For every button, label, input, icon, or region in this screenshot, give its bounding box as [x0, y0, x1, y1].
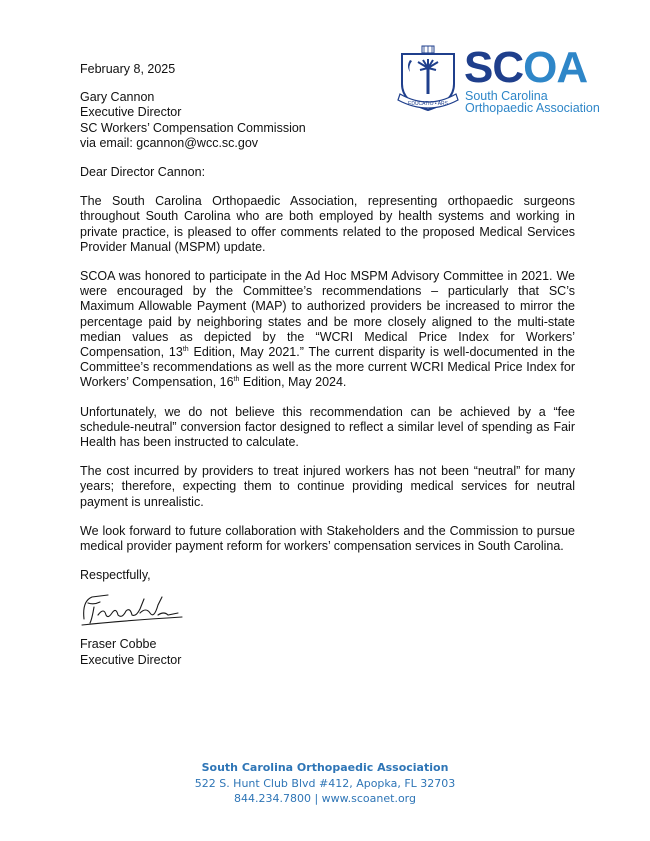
paragraph-2-part-c: Edition, May 2024. [239, 375, 347, 390]
signer-name: Fraser Cobbe [80, 637, 157, 652]
paragraph-2 [80, 269, 575, 391]
footer-org-name: South Carolina Orthopaedic Association [201, 761, 449, 774]
closing: Respectfully, [80, 568, 151, 583]
superscript-th-1: th [182, 345, 189, 353]
logo-name-line2: Orthopaedic Association [465, 101, 600, 115]
paragraph-2-part-b: Edition, May 2021.” The current disparity is well-documented in the Committee’s recommendations as well as the more current WCRI Medical Price Index for Workers’ Compensation, 16 [80, 345, 576, 390]
footer-contact: 844.234.7800 | www.scoanet.org [234, 792, 416, 805]
footer-address: 522 S. Hunt Club Blvd #412, Apopka, FL 32703 [194, 776, 456, 790]
recipient-email: via email: gcannon@wcc.sc.gov [80, 135, 259, 150]
paragraph-4: The cost incurred by providers to treat injured workers has not been “neutral” for many years; therefore, expecting them to continue providing medical services for neutral payment is unrealistic. [80, 464, 575, 509]
paragraph-1: The South Carolina Orthopaedic Association, representing orthopaedic surgeons throughout South Carolina who are both employed by health systems and working in private practice, is pleased to offer comments related to the proposed Medical Services Provider Manual (MSPM) update. [80, 194, 575, 254]
letter-body [80, 62, 575, 668]
superscript-th-2: th [233, 376, 240, 384]
recipient-name: Gary Cannon [80, 90, 155, 105]
signature-image [78, 589, 188, 629]
paragraph-2-part-a: SCOA was honored to participate in the Ad Hoc MSPM Advisory Committee in 2021. We were encouraged by the Committee’s recommendations – particularly that SC’s Maximum Allowable Payment (MAP) to authorized providers be increased to mirror the percentage paid by neighboring states and be more closely aligned to the multi-state median values as depicted by the “WCRI Medical Price Index for Workers’ Compensation, 13 [80, 269, 575, 360]
recipient-title: Executive Director [80, 105, 182, 120]
salutation: Dear Director Cannon: [80, 165, 206, 180]
logo-name-line1: South Carolina [465, 89, 548, 103]
logo-oa: OA [523, 43, 588, 92]
paragraph-5: We look forward to future collaboration with Stakeholders and the Commission to pursue medical provider payment reform for workers’ compensation services in South Carolina. [80, 523, 575, 554]
logo-sc: SC [464, 43, 524, 92]
recipient-org: SC Workers’ Compensation Commission [80, 120, 306, 135]
recipient-block [80, 90, 575, 151]
signer-title: Executive Director [80, 652, 182, 667]
seal-ribbon-text: EDUCATIO • ARS [408, 101, 448, 107]
paragraph-3: Unfortunately, we do not believe this recommendation can be achieved by a “fee schedule-neutral” conversion factor designed to reflect a similar level of spending as Fair Health has been instructed to calculate. [80, 404, 575, 450]
letterhead-footer [0, 760, 650, 807]
letter-date: February 8, 2025 [80, 62, 176, 76]
